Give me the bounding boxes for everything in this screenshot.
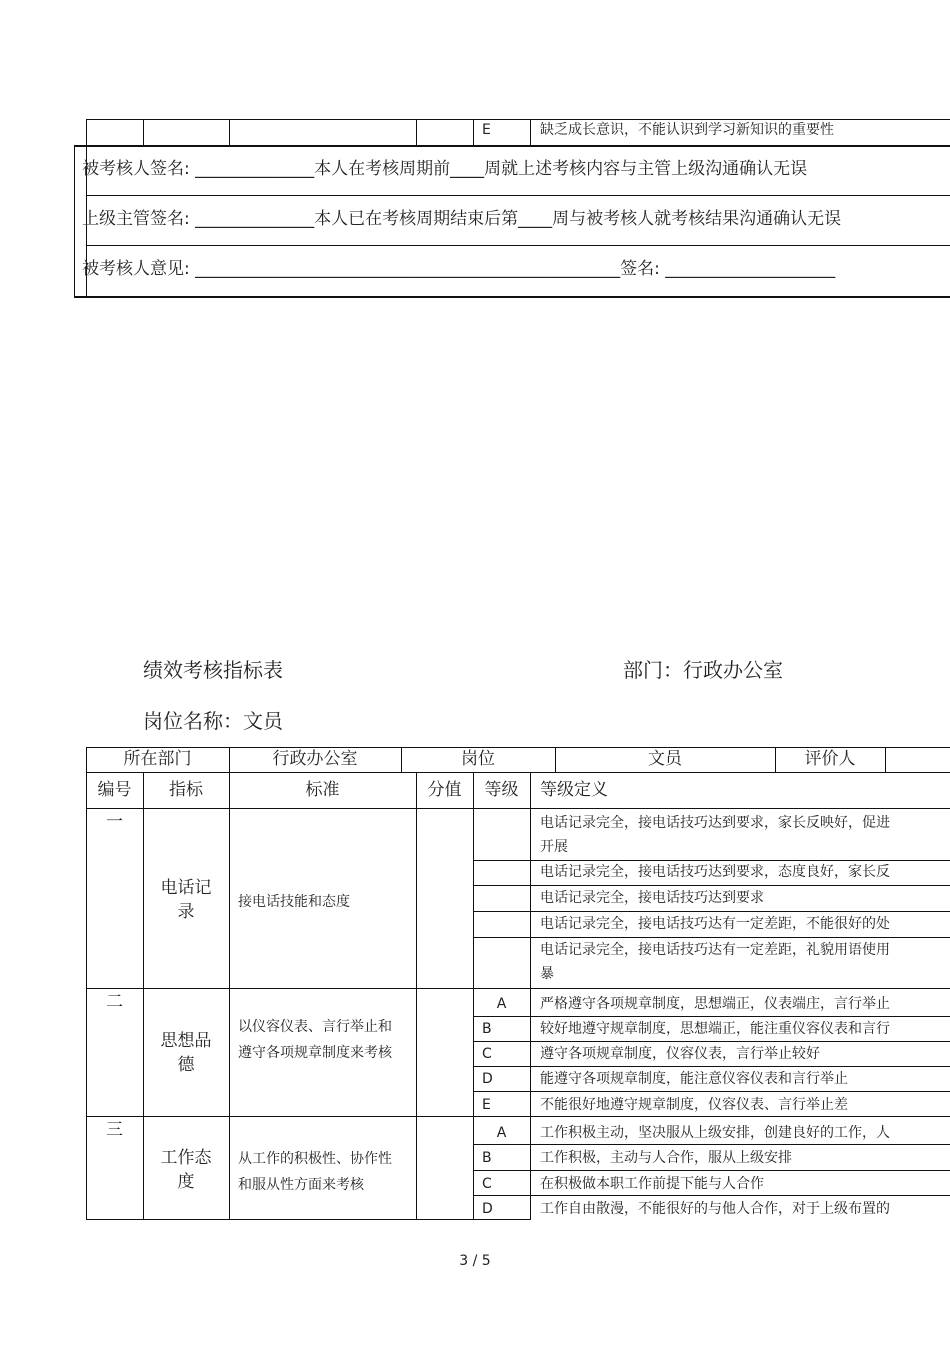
standard-description: 从工作的积极性、协作性和服从性方面来考核 — [238, 1151, 392, 1193]
standard-description: 接电话技能和态度 — [238, 894, 350, 910]
grade-letter: E — [482, 1097, 491, 1113]
standard-description: 以仪容仪表、言行举止和遵守各项规章制度来考核 — [238, 1019, 392, 1061]
form-title: 绩效考核指标表 — [143, 658, 283, 682]
col-header-no: 编号 — [97, 780, 132, 800]
grade-definition: 严格遵守各项规章制度，思想端正，仪表端庄，言行举止 — [540, 996, 890, 1012]
grade-letter: C — [482, 1046, 492, 1062]
supervisor-signature-label: 上级主管签名: — [82, 209, 190, 229]
examinee-signature-blank: ______________ — [195, 159, 315, 179]
grade-definition: 工作自由散漫，不能很好的与他人合作，对于上级布置的 — [540, 1201, 890, 1217]
opinion-sign-label: 签名: — [620, 259, 660, 279]
dept-value-cell: 行政办公室 — [272, 749, 358, 769]
grade-definition: 能遵守各项规章制度，能注意仪容仪表和言行举止 — [540, 1071, 848, 1087]
post-label-cell: 岗位 — [461, 749, 495, 769]
supervisor-signature-blank: ______________ — [195, 209, 315, 229]
grade-letter: A — [496, 996, 507, 1012]
col-header-definition: 等级定义 — [540, 780, 608, 800]
grade-definition: 工作积极主动，坚决服从上级安排，创建良好的工作，人 — [540, 1125, 890, 1141]
page-number: 3 / 5 — [459, 1253, 491, 1269]
section-number: 三 — [106, 1120, 123, 1140]
grade-letter: D — [482, 1071, 493, 1087]
grade-definition: 不能很好地遵守规章制度，仪容仪表、言行举止差 — [540, 1097, 848, 1113]
signature-line-1 — [82, 161, 807, 178]
signature-line-2 — [82, 211, 841, 228]
department-heading: 部门：行政办公室 — [623, 658, 783, 682]
indicator-name: 思想品德 — [160, 1031, 212, 1075]
grade-definition-cont: 暴 — [540, 966, 554, 982]
grade-letter: D — [482, 1201, 493, 1217]
section-number: 一 — [106, 812, 123, 832]
grade-definition: 电话记录完全，接电话技巧达有一定差距，礼貌用语使用 — [540, 942, 890, 958]
section-number: 二 — [106, 992, 123, 1012]
grade-letter: A — [496, 1125, 507, 1141]
grade-definition: 电话记录完全，接电话技巧达到要求 — [540, 890, 764, 906]
examinee-opinion-label: 被考核人意见: — [82, 259, 190, 279]
grade-definition: 在积极做本职工作前提下能与人合作 — [540, 1176, 764, 1192]
post-value-cell: 文员 — [648, 749, 682, 769]
indicator-name: 工作态度 — [160, 1148, 212, 1192]
grade-letter: C — [482, 1176, 492, 1192]
indicator-name: 电话记录 — [160, 878, 212, 922]
reviewer-label-cell: 评价人 — [804, 749, 856, 769]
post-period-confirmation-text: 本人已在考核周期结束后第____周与被考核人就考核结果沟通确认无误 — [314, 209, 842, 229]
examinee-signature-label: 被考核人签名: — [82, 159, 190, 179]
dept-label-cell: 所在部门 — [123, 749, 192, 769]
grade-definition: 电话记录完全，接电话技巧达到要求，态度良好，家长反 — [540, 864, 890, 880]
grade-definition: 遵守各项规章制度，仪容仪表，言行举止较好 — [540, 1046, 820, 1062]
grade-definition: 电话记录完全，接电话技巧达到要求，家长反映好，促进 — [540, 815, 890, 831]
col-header-standard: 标准 — [305, 780, 340, 800]
grade-definition: 电话记录完全，接电话技巧达有一定差距，不能很好的处 — [540, 916, 890, 932]
opinion-sign-blank: ____________________ — [665, 259, 836, 279]
top-row-definition: 缺乏成长意识，不能认识到学习新知识的重要性 — [540, 122, 834, 138]
col-header-grade: 等级 — [484, 780, 519, 800]
grade-letter: B — [482, 1021, 492, 1037]
signature-line-3 — [82, 261, 835, 278]
grade-definition-cont: 开展 — [540, 839, 568, 855]
grade-letter: B — [482, 1150, 492, 1166]
examinee-opinion-blank: __________________________________________________ — [195, 259, 621, 279]
grade-definition: 工作积极，主动与人合作，服从上级安排 — [540, 1150, 792, 1166]
position-name-heading: 岗位名称：文员 — [143, 709, 283, 733]
grade-definition: 较好地遵守规章制度，思想端正，能注重仪容仪表和言行 — [540, 1021, 890, 1037]
top-row-grade: E — [482, 122, 491, 138]
pre-period-confirmation-text: 本人在考核周期前____周就上述考核内容与主管上级沟通确认无误 — [314, 159, 808, 179]
col-header-score: 分值 — [427, 780, 462, 800]
col-header-indicator: 指标 — [169, 780, 203, 800]
